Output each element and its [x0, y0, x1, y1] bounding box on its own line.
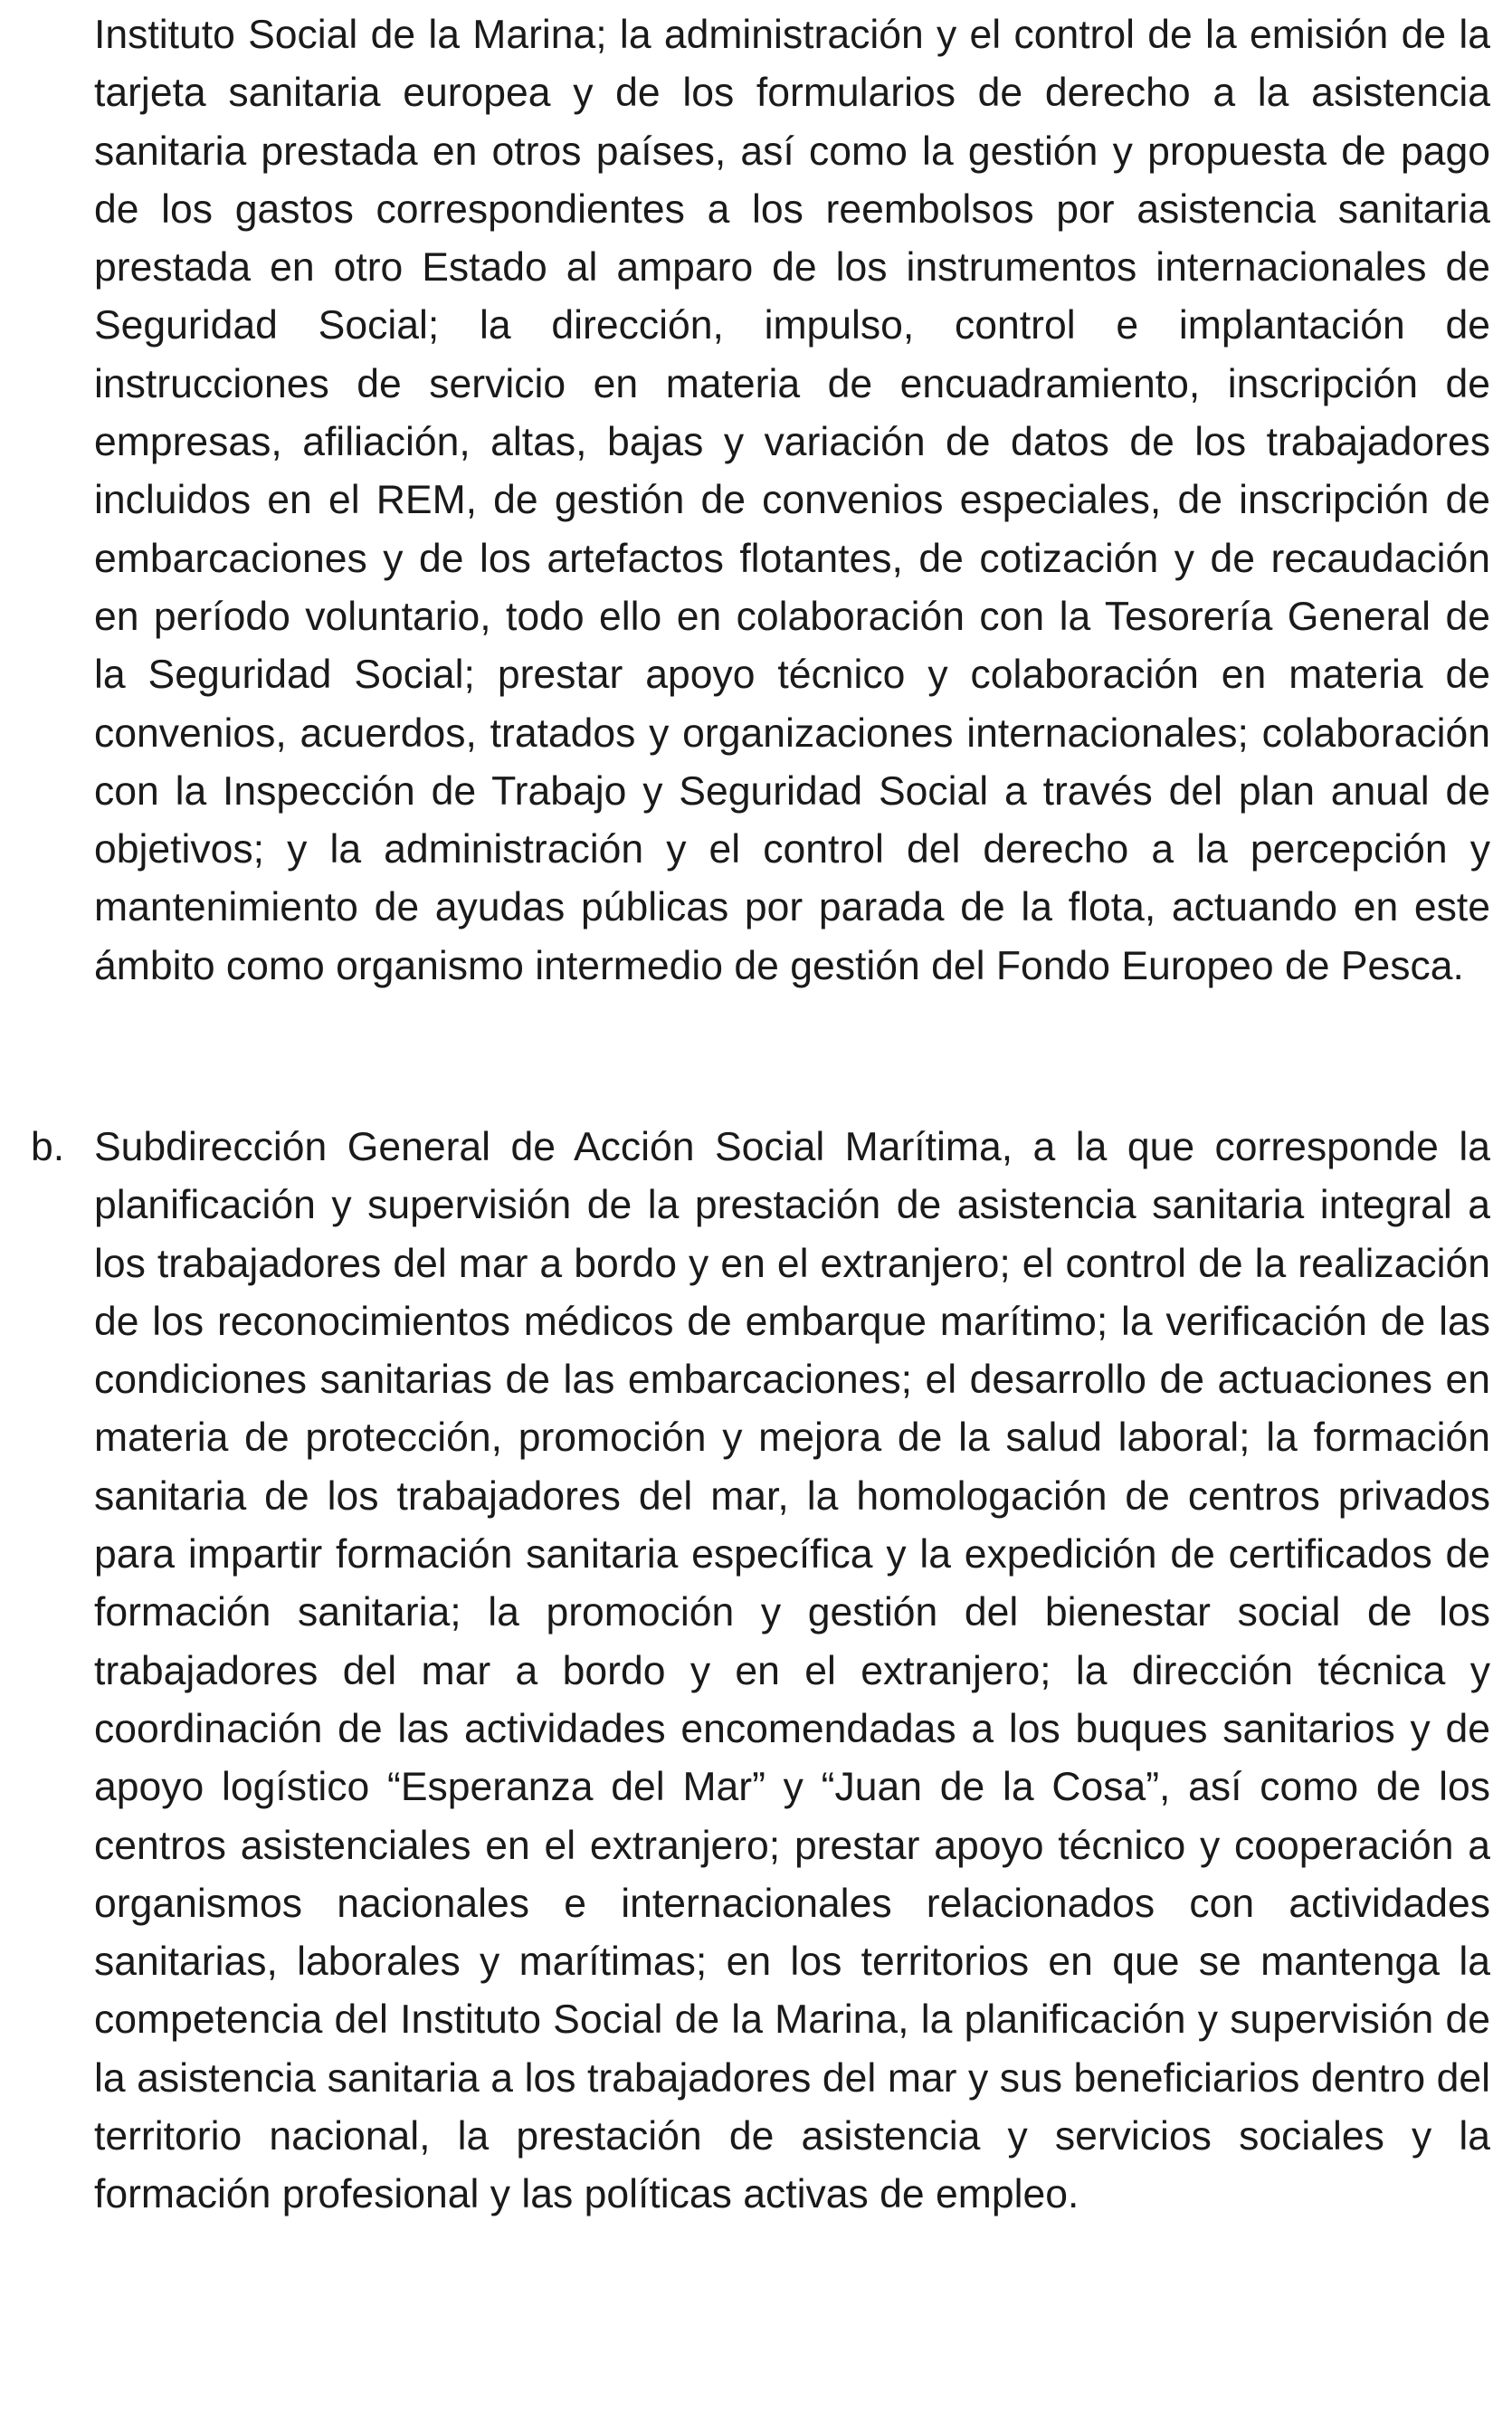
- paragraph-continuation-a: Instituto Social de la Marina; la administración y el control de la emisión de la tarjeta sanitaria europea y de los formularios de derecho a la asistencia sanitaria prestada en otros países, así como la gestión y propuesta de pago de los gastos correspondientes a los reembolsos por asistencia sanitaria prestada en otro Estado al amparo de los instrumentos internacionales de Seguridad Social; la dirección, impulso, control e implantación de instrucciones de servicio en materia de encuadramiento, inscripción de empresas, afiliación, altas, bajas y variación de datos de los trabajadores incluidos en el REM, de gestión de convenios especiales, de inscripción de embarcaciones y de los artefactos flotantes, de cotización y de recaudación en período voluntario, todo ello en colaboración con la Tesorería General de la Seguridad Social; prestar apoyo técnico y colaboración en materia de convenios, acuerdos, tratados y organizaciones internacionales; colaboración con la Inspección de Trabajo y Seguridad Social a través del plan anual de objetivos; y la administración y el control del derecho a la percepción y mantenimiento de ayudas públicas por parada de la flota, actuando en este ámbito como organismo intermedio de gestión del Fondo Europeo de Pesca.: [94, 13, 1490, 988]
- list-item-b-text: Subdirección General de Acción Social Marítima, a la que corresponde la planificación y supervisión de la prestación de asistencia sanitaria integral a los trabajadores del mar a bordo y en el extranjero; el control de la realización de los reconocimientos médicos de embarque marítimo; la verificación de las condiciones sanitarias de las embarcaciones; el desarrollo de actuaciones en materia de protección, promoción y mejora de la salud laboral; la formación sanitaria de los trabajadores del mar, la homologación de centros privados para impartir formación sanitaria específica y la expedición de certificados de formación sanitaria; la promoción y gestión del bienestar social de los trabajadores del mar a bordo y en el extranjero; la dirección técnica y coordinación de las actividades encomendadas a los buques sanitarios y de apoyo logístico “Esperanza del Mar” y “Juan de la Cosa”, así como de los centros asistenciales en el extranjero; prestar apoyo técnico y cooperación a organismos nacionales e internacionales relacionados con actividades sanitarias, laborales y marítimas; en los territorios en que se mantenga la competencia del Instituto Social de la Marina, la planificación y supervisión de la asistencia sanitaria a los trabajadores del mar y sus beneficiarios dentro del territorio nacional, la prestación de asistencia y servicios sociales y la formación profesional y las políticas activas de empleo.: [94, 1125, 1490, 2217]
- list-marker-b: b.: [31, 1125, 65, 1169]
